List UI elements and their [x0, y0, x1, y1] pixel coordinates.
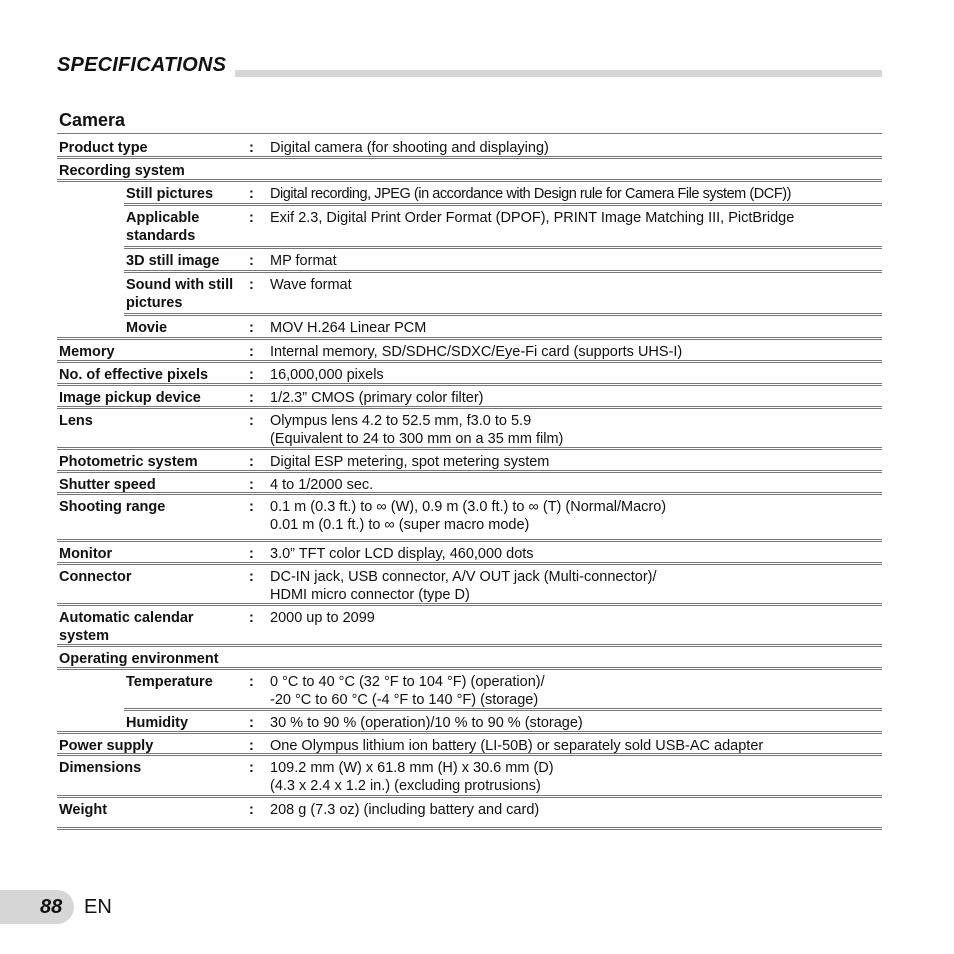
- spec-value: 208 g (7.3 oz) (including battery and card): [270, 802, 540, 818]
- spec-colon: :: [249, 738, 254, 754]
- spec-colon: :: [249, 186, 254, 202]
- spec-row-3d-still-image: [57, 249, 882, 273]
- spec-value: DC-IN jack, USB connector, A/V OUT jack (Multi-connector)/ HDMI micro connector (type D): [270, 569, 657, 603]
- page-number-tab: [0, 890, 74, 924]
- spec-label: Monitor: [59, 546, 113, 562]
- spec-value: 0 °C to 40 °C (32 °F to 104 °F) (operation)/ -20 °C to 60 °C (-4 °F to 140 °F) (storage): [270, 674, 545, 708]
- spec-label: Operating environment: [59, 651, 219, 667]
- spec-value: One Olympus lithium ion battery (LI-50B) or separately sold USB-AC adapter: [270, 738, 764, 754]
- spec-row-sound-with-still-pictures: [57, 273, 882, 316]
- spec-colon: :: [249, 140, 254, 156]
- spec-label: Power supply: [59, 738, 154, 754]
- spec-label: 3D still image: [126, 253, 220, 269]
- spec-row-memory: [57, 340, 882, 363]
- spec-colon: :: [249, 454, 254, 470]
- spec-label: Memory: [59, 344, 115, 360]
- spec-label: Lens: [59, 413, 93, 429]
- spec-label: Automatic calendar system: [59, 610, 194, 644]
- spec-row-lens: [57, 409, 882, 450]
- spec-value: Wave format: [270, 277, 352, 293]
- spec-colon: :: [249, 674, 254, 690]
- spec-row-recording-system: [57, 159, 882, 182]
- spec-label: Shutter speed: [59, 477, 156, 493]
- spec-label: No. of effective pixels: [59, 367, 209, 383]
- spec-colon: :: [249, 477, 254, 493]
- spec-value: Digital camera (for shooting and displaying): [270, 140, 549, 156]
- spec-value: Olympus lens 4.2 to 52.5 mm, f3.0 to 5.9 (Equivalent to 24 to 300 mm on a 35 mm film): [270, 413, 564, 447]
- spec-colon: :: [249, 413, 254, 429]
- language-code: EN: [84, 896, 112, 918]
- spec-value: 1/2.3” CMOS (primary color filter): [270, 390, 484, 406]
- spec-label: Connector: [59, 569, 132, 585]
- page-number: 88: [40, 896, 63, 918]
- spec-colon: :: [249, 760, 254, 776]
- spec-row-shooting-range: [57, 495, 882, 542]
- section-title: Camera: [59, 110, 126, 130]
- spec-row-image-pickup-device: [57, 386, 882, 409]
- spec-colon: :: [249, 210, 254, 226]
- spec-value: 3.0” TFT color LCD display, 460,000 dots: [270, 546, 534, 562]
- spec-value: 16,000,000 pixels: [270, 367, 384, 383]
- spec-row-product-type: [57, 136, 882, 159]
- spec-colon: :: [249, 610, 254, 626]
- spec-value: 4 to 1/2000 sec.: [270, 477, 374, 493]
- page-header: [57, 52, 882, 82]
- spec-label: Weight: [59, 802, 108, 818]
- spec-value: 0.1 m (0.3 ft.) to ∞ (W), 0.9 m (3.0 ft.) to ∞ (T) (Normal/Macro) 0.01 m (0.1 ft.) to ∞ (super macro mode): [270, 499, 667, 533]
- spec-value: 2000 up to 2099: [270, 610, 375, 626]
- spec-label: Photometric system: [59, 454, 198, 470]
- spec-label: Temperature: [126, 674, 213, 690]
- spec-row-applicable-standards: [57, 206, 882, 249]
- spec-value: Digital recording, JPEG (in accordance with Design rule for Camera File system (DCF)): [270, 186, 791, 202]
- page-title: SPECIFICATIONS: [57, 54, 227, 76]
- spec-value: Exif 2.3, Digital Print Order Format (DPOF), PRINT Image Matching III, PictBridge: [270, 210, 795, 226]
- spec-value: MP format: [270, 253, 337, 269]
- spec-label: Dimensions: [59, 760, 142, 776]
- spec-label: Still pictures: [126, 186, 214, 202]
- spec-colon: :: [249, 499, 254, 515]
- spec-label: Product type: [59, 140, 148, 156]
- spec-colon: :: [249, 344, 254, 360]
- spec-value: 109.2 mm (W) x 61.8 mm (H) x 30.6 mm (D) (4.3 x 2.4 x 1.2 in.) (excluding protrusions): [270, 760, 554, 794]
- spec-row-monitor: [57, 542, 882, 565]
- spec-value: MOV H.264 Linear PCM: [270, 320, 427, 336]
- spec-label: Recording system: [59, 163, 185, 179]
- header-bar: [235, 70, 882, 77]
- spec-colon: :: [249, 253, 254, 269]
- spec-colon: :: [249, 546, 254, 562]
- spec-colon: :: [249, 569, 254, 585]
- spec-row-shutter-speed: [57, 473, 882, 495]
- spec-row-dimensions: [57, 756, 882, 798]
- spec-row-weight: [57, 798, 882, 830]
- spec-row-humidity: [57, 711, 882, 734]
- spec-row-still-pictures: [57, 182, 882, 206]
- spec-value: Internal memory, SD/SDHC/SDXC/Eye-Fi card (supports UHS-I): [270, 344, 683, 360]
- spec-colon: :: [249, 802, 254, 818]
- spec-label: Shooting range: [59, 499, 166, 515]
- spec-colon: :: [249, 715, 254, 731]
- spec-row-temperature: [57, 670, 882, 711]
- spec-table: [57, 133, 882, 830]
- spec-colon: :: [249, 320, 254, 336]
- spec-label: Sound with still pictures: [126, 277, 234, 311]
- spec-label: Image pickup device: [59, 390, 201, 406]
- spec-value: 30 % to 90 % (operation)/10 % to 90 % (storage): [270, 715, 583, 731]
- spec-colon: :: [249, 277, 254, 293]
- spec-row-automatic-calendar: [57, 606, 882, 647]
- spec-row-operating-environment: [57, 647, 882, 670]
- spec-label: Movie: [126, 320, 168, 336]
- spec-row-movie: [57, 316, 882, 340]
- spec-row-connector: [57, 565, 882, 606]
- spec-label: Humidity: [126, 715, 189, 731]
- spec-row-power-supply: [57, 734, 882, 756]
- spec-value: Digital ESP metering, spot metering system: [270, 454, 550, 470]
- spec-row-effective-pixels: [57, 363, 882, 386]
- spec-colon: :: [249, 367, 254, 383]
- spec-colon: :: [249, 390, 254, 406]
- spec-row-photometric-system: [57, 450, 882, 473]
- spec-label: Applicable standards: [126, 210, 200, 244]
